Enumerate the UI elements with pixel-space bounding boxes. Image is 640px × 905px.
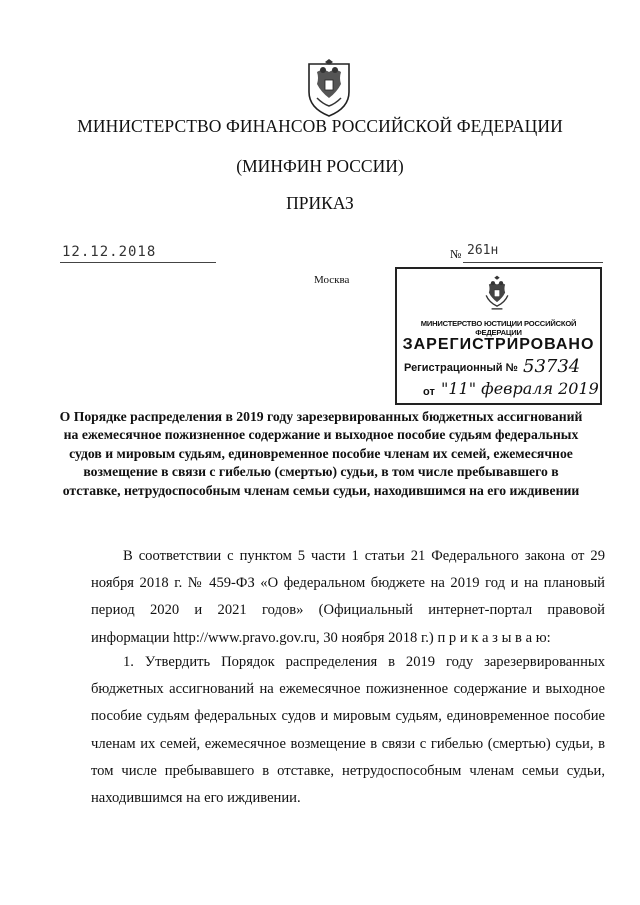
city: Москва bbox=[314, 274, 350, 286]
number-label: № bbox=[450, 247, 462, 261]
number-underline bbox=[463, 262, 603, 263]
body-paragraph-2: 1. Утвердить Порядок распределения в 2019 году зарезервированных бюджетных ассигнований на ежемесячное пожизненное содержание и выходное пособие судьям федеральных судов и мировым судьям, единовременное пособие членам их семей, ежемесячное возмещение в связи с гибелью (смертью) судьи, в том числе пребывавшего в отставке, нетрудоспособным членам семьи судьи, находившимся на его иждивении. bbox=[91, 654, 605, 807]
stamp-date: "11" февраля 2019 bbox=[441, 379, 599, 398]
coat-of-arms-icon bbox=[303, 58, 355, 120]
coat-of-arms-icon bbox=[479, 275, 515, 317]
document-type: ПРИКАЗ bbox=[286, 193, 354, 213]
stamp-date-label: от bbox=[423, 386, 435, 398]
document-date: 12.12.2018 bbox=[62, 244, 157, 260]
document-title: О Порядке распределения в 2019 году зарезервированных бюджетных ассигнований на ежемесячное пожизненное содержание и выходное пособие судьям федеральных судов и мировым судьям, единовременное пособие членам их семей, ежемесячное возмещение в связи с гибелью (смертью) судьи, в том числе пребывавшего в отставке, нетрудоспособным членам семьи судьи, находившимся на его иждивении bbox=[59, 409, 583, 498]
registration-stamp bbox=[395, 267, 602, 405]
date-underline bbox=[60, 262, 216, 263]
stamp-status: ЗАРЕГИСТРИРОВАНО bbox=[402, 336, 595, 353]
stamp-reg-label: Регистрационный № bbox=[404, 362, 518, 374]
body-paragraph-1: В соответствии с пунктом 5 части 1 статьи 21 Федерального закона от 29 ноября 2018 г. № 459-ФЗ «О федеральном бюджете на 2019 год и на плановый период 2020 и 2021 годов» (Официальный интернет-портал правовой информации http://www.pravo.gov.ru, 30 ноября 2018 г.) п р и к а з ы в а ю: bbox=[91, 548, 605, 646]
stamp-reg-number: 53734 bbox=[523, 356, 581, 377]
ministry-name: МИНИСТЕРСТВО ФИНАНСОВ РОССИЙСКОЙ ФЕДЕРАЦИИ bbox=[77, 116, 563, 136]
stamp-ministry: МИНИСТЕРСТВО ЮСТИЦИИ РОССИЙСКОЙ ФЕДЕРАЦИИ bbox=[420, 319, 577, 337]
document-number: 261н bbox=[467, 243, 499, 258]
ministry-short-name: (МИНФИН РОССИИ) bbox=[236, 156, 404, 176]
